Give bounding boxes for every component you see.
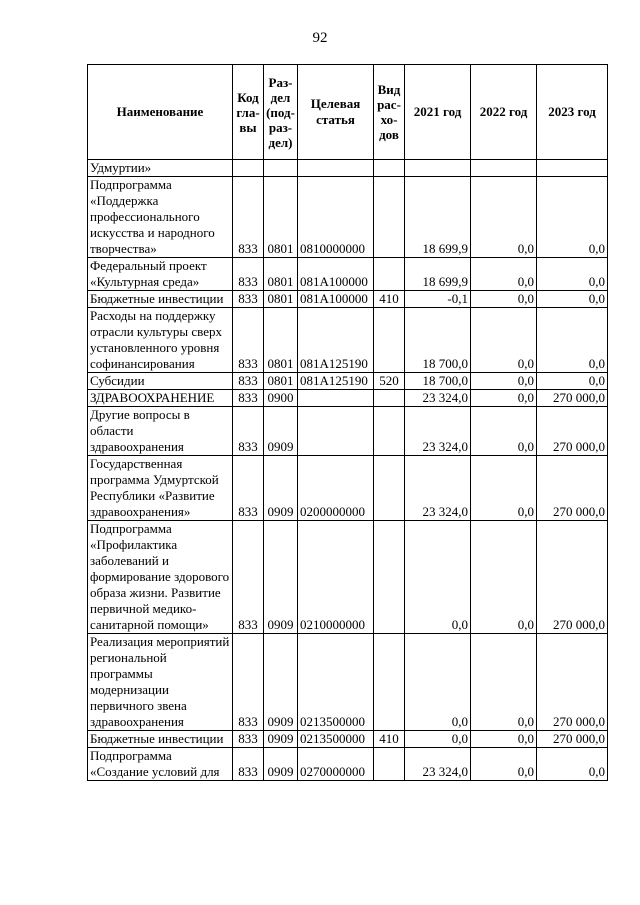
cell-year-2021: 23 324,0 — [405, 407, 471, 456]
cell-year-2021: 23 324,0 — [405, 390, 471, 407]
header-year-2022: 2022 год — [471, 65, 537, 160]
cell-year-2022: 0,0 — [471, 634, 537, 731]
cell-section: 0801 — [264, 291, 298, 308]
cell-target-article: 0213500000 — [298, 731, 374, 748]
cell-chapter-code: 833 — [233, 748, 264, 781]
cell-expense-type — [374, 748, 405, 781]
table-row — [88, 748, 608, 781]
cell-year-2022 — [471, 160, 537, 177]
cell-section: 0801 — [264, 177, 298, 258]
cell-chapter-code: 833 — [233, 373, 264, 390]
cell-year-2021: 18 699,9 — [405, 177, 471, 258]
cell-name: Другие вопросы в области здравоохранения — [88, 407, 233, 456]
table-row — [88, 258, 608, 291]
cell-section: 0909 — [264, 731, 298, 748]
cell-year-2021 — [405, 160, 471, 177]
cell-year-2023: 0,0 — [537, 748, 608, 781]
cell-year-2022: 0,0 — [471, 731, 537, 748]
cell-chapter-code: 833 — [233, 177, 264, 258]
cell-name: Реализация мероприятий региональной программы модернизации первичного звена здравоохранения — [88, 634, 233, 731]
cell-name: Субсидии — [88, 373, 233, 390]
cell-chapter-code: 833 — [233, 308, 264, 373]
cell-section — [264, 160, 298, 177]
table-row — [88, 521, 608, 634]
cell-year-2021: 18 700,0 — [405, 373, 471, 390]
cell-year-2022: 0,0 — [471, 407, 537, 456]
cell-year-2022: 0,0 — [471, 258, 537, 291]
table-row — [88, 160, 608, 177]
cell-expense-type — [374, 521, 405, 634]
cell-expense-type: 520 — [374, 373, 405, 390]
cell-chapter-code: 833 — [233, 407, 264, 456]
cell-target-article: 0810000000 — [298, 177, 374, 258]
cell-expense-type — [374, 407, 405, 456]
cell-chapter-code: 833 — [233, 258, 264, 291]
cell-year-2023: 0,0 — [537, 177, 608, 258]
cell-section: 0909 — [264, 456, 298, 521]
cell-name: Бюджетные инвестиции — [88, 291, 233, 308]
cell-name: Подпрограмма «Поддержка профессионального искусства и народного творчества» — [88, 177, 233, 258]
cell-year-2021: 23 324,0 — [405, 456, 471, 521]
cell-year-2023: 270 000,0 — [537, 456, 608, 521]
cell-chapter-code: 833 — [233, 521, 264, 634]
cell-year-2023: 0,0 — [537, 308, 608, 373]
cell-chapter-code: 833 — [233, 456, 264, 521]
cell-target-article: 081A125190 — [298, 308, 374, 373]
cell-year-2021: 18 699,9 — [405, 258, 471, 291]
cell-target-article: 081A100000 — [298, 291, 374, 308]
table-row — [88, 177, 608, 258]
header-chapter-code: Код гла- вы — [233, 65, 264, 160]
cell-expense-type: 410 — [374, 731, 405, 748]
cell-year-2023: 270 000,0 — [537, 731, 608, 748]
cell-target-article: 081A125190 — [298, 373, 374, 390]
cell-year-2022: 0,0 — [471, 390, 537, 407]
cell-section: 0909 — [264, 521, 298, 634]
cell-target-article — [298, 407, 374, 456]
table-body — [88, 160, 608, 781]
table-header — [88, 65, 608, 160]
cell-year-2023: 270 000,0 — [537, 390, 608, 407]
cell-expense-type — [374, 634, 405, 731]
cell-section: 0801 — [264, 258, 298, 291]
cell-year-2023: 270 000,0 — [537, 634, 608, 731]
cell-target-article: 0200000000 — [298, 456, 374, 521]
cell-year-2023: 0,0 — [537, 373, 608, 390]
table-row — [88, 731, 608, 748]
cell-chapter-code — [233, 160, 264, 177]
cell-year-2023: 0,0 — [537, 258, 608, 291]
cell-target-article — [298, 160, 374, 177]
cell-expense-type — [374, 258, 405, 291]
cell-year-2022: 0,0 — [471, 291, 537, 308]
cell-year-2022: 0,0 — [471, 308, 537, 373]
cell-name: Подпрограмма «Профилактика заболеваний и формирование здорового образа жизни. Развитие первичной медико-санитарной помощи» — [88, 521, 233, 634]
cell-year-2021: -0,1 — [405, 291, 471, 308]
cell-name: Расходы на поддержку отрасли культуры сверх установленного уровня софинансирования — [88, 308, 233, 373]
header-name: Наименование — [88, 65, 233, 160]
table-row — [88, 634, 608, 731]
cell-chapter-code: 833 — [233, 390, 264, 407]
cell-year-2021: 18 700,0 — [405, 308, 471, 373]
cell-year-2023: 270 000,0 — [537, 521, 608, 634]
cell-name: ЗДРАВООХРАНЕНИЕ — [88, 390, 233, 407]
cell-chapter-code: 833 — [233, 731, 264, 748]
cell-year-2021: 0,0 — [405, 731, 471, 748]
cell-name: Удмуртии» — [88, 160, 233, 177]
cell-section: 0801 — [264, 373, 298, 390]
page-number: 92 — [312, 30, 328, 46]
header-year-2021: 2021 год — [405, 65, 471, 160]
table-row — [88, 390, 608, 407]
cell-year-2021: 0,0 — [405, 521, 471, 634]
cell-year-2023: 270 000,0 — [537, 407, 608, 456]
cell-name: Государственная программа Удмуртской Республики «Развитие здравоохранения» — [88, 456, 233, 521]
table-row — [88, 373, 608, 390]
cell-year-2022: 0,0 — [471, 373, 537, 390]
cell-section: 0801 — [264, 308, 298, 373]
cell-name: Бюджетные инвестиции — [88, 731, 233, 748]
header-section: Раз- дел (под- раз- дел) — [264, 65, 298, 160]
cell-year-2023: 0,0 — [537, 291, 608, 308]
cell-year-2021: 0,0 — [405, 634, 471, 731]
cell-expense-type — [374, 308, 405, 373]
cell-year-2023 — [537, 160, 608, 177]
cell-section: 0909 — [264, 634, 298, 731]
cell-expense-type — [374, 177, 405, 258]
table-row — [88, 291, 608, 308]
table-row — [88, 407, 608, 456]
cell-expense-type — [374, 456, 405, 521]
cell-year-2022: 0,0 — [471, 456, 537, 521]
cell-target-article: 0210000000 — [298, 521, 374, 634]
cell-year-2022: 0,0 — [471, 177, 537, 258]
cell-target-article: 0213500000 — [298, 634, 374, 731]
cell-expense-type — [374, 390, 405, 407]
header-year-2023: 2023 год — [537, 65, 608, 160]
cell-year-2022: 0,0 — [471, 748, 537, 781]
cell-section: 0909 — [264, 407, 298, 456]
cell-target-article: 0270000000 — [298, 748, 374, 781]
cell-section: 0900 — [264, 390, 298, 407]
table-row — [88, 456, 608, 521]
cell-name: Федеральный проект «Культурная среда» — [88, 258, 233, 291]
cell-expense-type — [374, 160, 405, 177]
cell-chapter-code: 833 — [233, 291, 264, 308]
cell-target-article: 081A100000 — [298, 258, 374, 291]
table-row — [88, 308, 608, 373]
cell-target-article — [298, 390, 374, 407]
cell-section: 0909 — [264, 748, 298, 781]
cell-year-2022: 0,0 — [471, 521, 537, 634]
cell-name: Подпрограмма «Создание условий для — [88, 748, 233, 781]
header-expense-type: Вид рас- хо- дов — [374, 65, 405, 160]
cell-expense-type: 410 — [374, 291, 405, 308]
header-target-article: Целевая статья — [298, 65, 374, 160]
budget-table — [87, 64, 608, 781]
cell-chapter-code: 833 — [233, 634, 264, 731]
cell-year-2021: 23 324,0 — [405, 748, 471, 781]
